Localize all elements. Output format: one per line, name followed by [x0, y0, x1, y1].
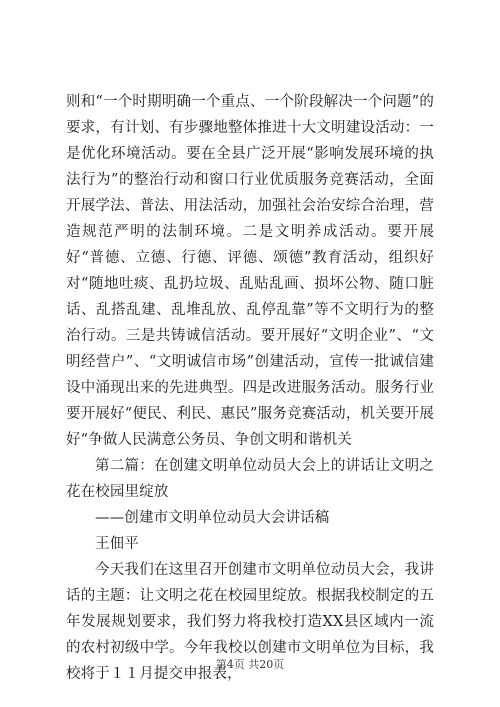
document-body [66, 89, 434, 687]
paragraph-speech-opening: 今天我们在这里召开创建市文明单位动员大会，我讲话的主题：让文明之花在校园里绽放。根据我校制定的五年发展规划要求，我们努力将我校打造XX县区域内一流的农村初级中学。今年我校以创建市文明单位为目标，我校将于１１月提交申报表， [66, 562, 434, 682]
paragraph-continuation: 则和“一个时期明确一个重点、一个阶段解决一个问题”的要求，有计划、有步骤地整体推进十大文明建设活动：一是优化环境活动。要在全县广泛开展“影响发展环境的执法行为”的整治行动和窗口行业优质服务竞赛活动，全面开展学法、普法、用法活动，加强社会治安综合治理，营造规范严明的法制环境。二是文明养成活动。要开展好“普德、立德、行德、评德、颂德”教育活动，组织好对“随地吐痰、乱扔垃圾、乱贴乱画、损坏公物、随口脏话、乱搭乱建、乱堆乱放、乱停乱靠”等不文明行为的整治行动。三是共铸诚信活动。要开展好“文明企业”、“文明经营户”、“文明诚信市场”创建活动，宣传一批诚信建设中涌现出来的先进典型。四是改进服务活动。服务行业要开展好“便民、利民、惠民”服务竞赛活动，机关要开展好“争做人民满意公务员、争创文明和谐机关 [66, 94, 434, 448]
speech-subtitle: ——创建市文明单位动员大会讲话稿 [95, 510, 330, 526]
section-heading: 第二篇：在创建文明单位动员大会上的讲话让文明之花在校园里绽放 [66, 458, 434, 500]
author-name: 王佃平 [95, 536, 139, 552]
page-footer: 第4页 共20页 [215, 658, 285, 671]
